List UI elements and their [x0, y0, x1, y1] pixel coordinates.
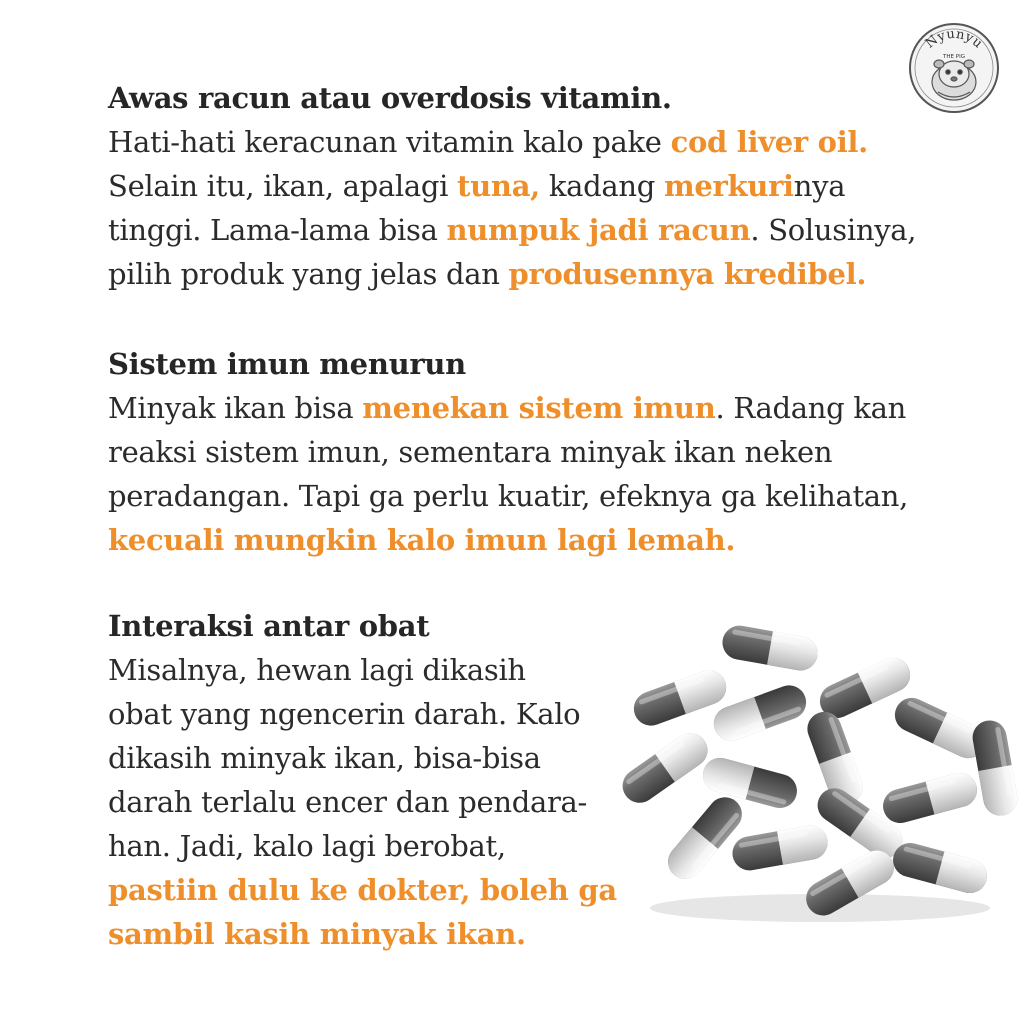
section-immune-decline	[108, 342, 908, 562]
text-line	[108, 912, 617, 956]
section-body	[108, 386, 908, 562]
body-text: Hati-hati keracunan vitamin kalo pake	[108, 125, 671, 159]
body-text: dikasih minyak ikan, bisa-bisa	[108, 741, 541, 775]
body-text: Selain itu, ikan, apalagi	[108, 169, 458, 203]
text-line	[108, 780, 617, 824]
body-text: Minyak ikan bisa	[108, 391, 363, 425]
body-text: darah terlalu encer dan pendara-	[108, 785, 587, 819]
highlight-text: menekan sistem imun	[362, 391, 716, 425]
highlight-text: kecuali mungkin kalo imun lagi lemah.	[108, 523, 736, 557]
text-line	[108, 736, 617, 780]
body-text: reaksi sistem imun, sementara minyak ikan neken	[108, 435, 833, 469]
highlight-text: pastiin dulu ke dokter, boleh ga	[108, 873, 617, 907]
body-text: pilih produk yang jelas dan	[108, 257, 509, 291]
text-line	[108, 824, 617, 868]
body-text: . Radang kan	[715, 391, 906, 425]
text-line	[108, 518, 908, 562]
text-line	[108, 430, 908, 474]
section-body	[108, 120, 916, 296]
section-heading: Interaksi antar obat	[108, 609, 430, 643]
body-text: peradangan. Tapi ga perlu kuatir, efeknya ga kelihatan,	[108, 479, 909, 513]
text-line	[108, 386, 908, 430]
body-text: nya	[793, 169, 846, 203]
logo-text-top: Nyunyu	[922, 26, 986, 52]
nyunyu-logo	[908, 22, 1000, 114]
text-line	[108, 868, 617, 912]
highlight-text: tuna,	[457, 169, 540, 203]
text-line	[108, 648, 617, 692]
body-text: tinggi. Lama-lama bisa	[108, 213, 447, 247]
highlight-text: merkuri	[663, 169, 794, 203]
highlight-text: produsennya kredibel.	[508, 257, 867, 291]
body-text: Misalnya, hewan lagi dikasih	[108, 653, 526, 687]
capsules-image	[610, 618, 1024, 928]
highlight-text: cod liver oil.	[670, 125, 868, 159]
text-line	[108, 120, 916, 164]
body-text: obat yang ngencerin darah. Kalo	[108, 697, 581, 731]
text-line	[108, 474, 908, 518]
guinea-pig-icon	[932, 60, 976, 100]
highlight-text: numpuk jadi racun	[446, 213, 751, 247]
text-line	[108, 252, 916, 296]
text-line	[108, 164, 916, 208]
section-heading: Awas racun atau overdosis vitamin.	[108, 81, 672, 115]
body-text: . Solusinya,	[750, 213, 917, 247]
body-text: han. Jadi, kalo lagi berobat,	[108, 829, 506, 863]
logo-text-bottom: THE PIG	[943, 54, 965, 60]
highlight-text: sambil kasih minyak ikan.	[108, 917, 526, 951]
section-heading: Sistem imun menurun	[108, 347, 466, 381]
section-body	[108, 648, 617, 956]
text-line	[108, 208, 916, 252]
text-line	[108, 692, 617, 736]
section-vitamin-overdose	[108, 76, 916, 296]
section-drug-interaction	[108, 604, 617, 956]
body-text: kadang	[539, 169, 664, 203]
